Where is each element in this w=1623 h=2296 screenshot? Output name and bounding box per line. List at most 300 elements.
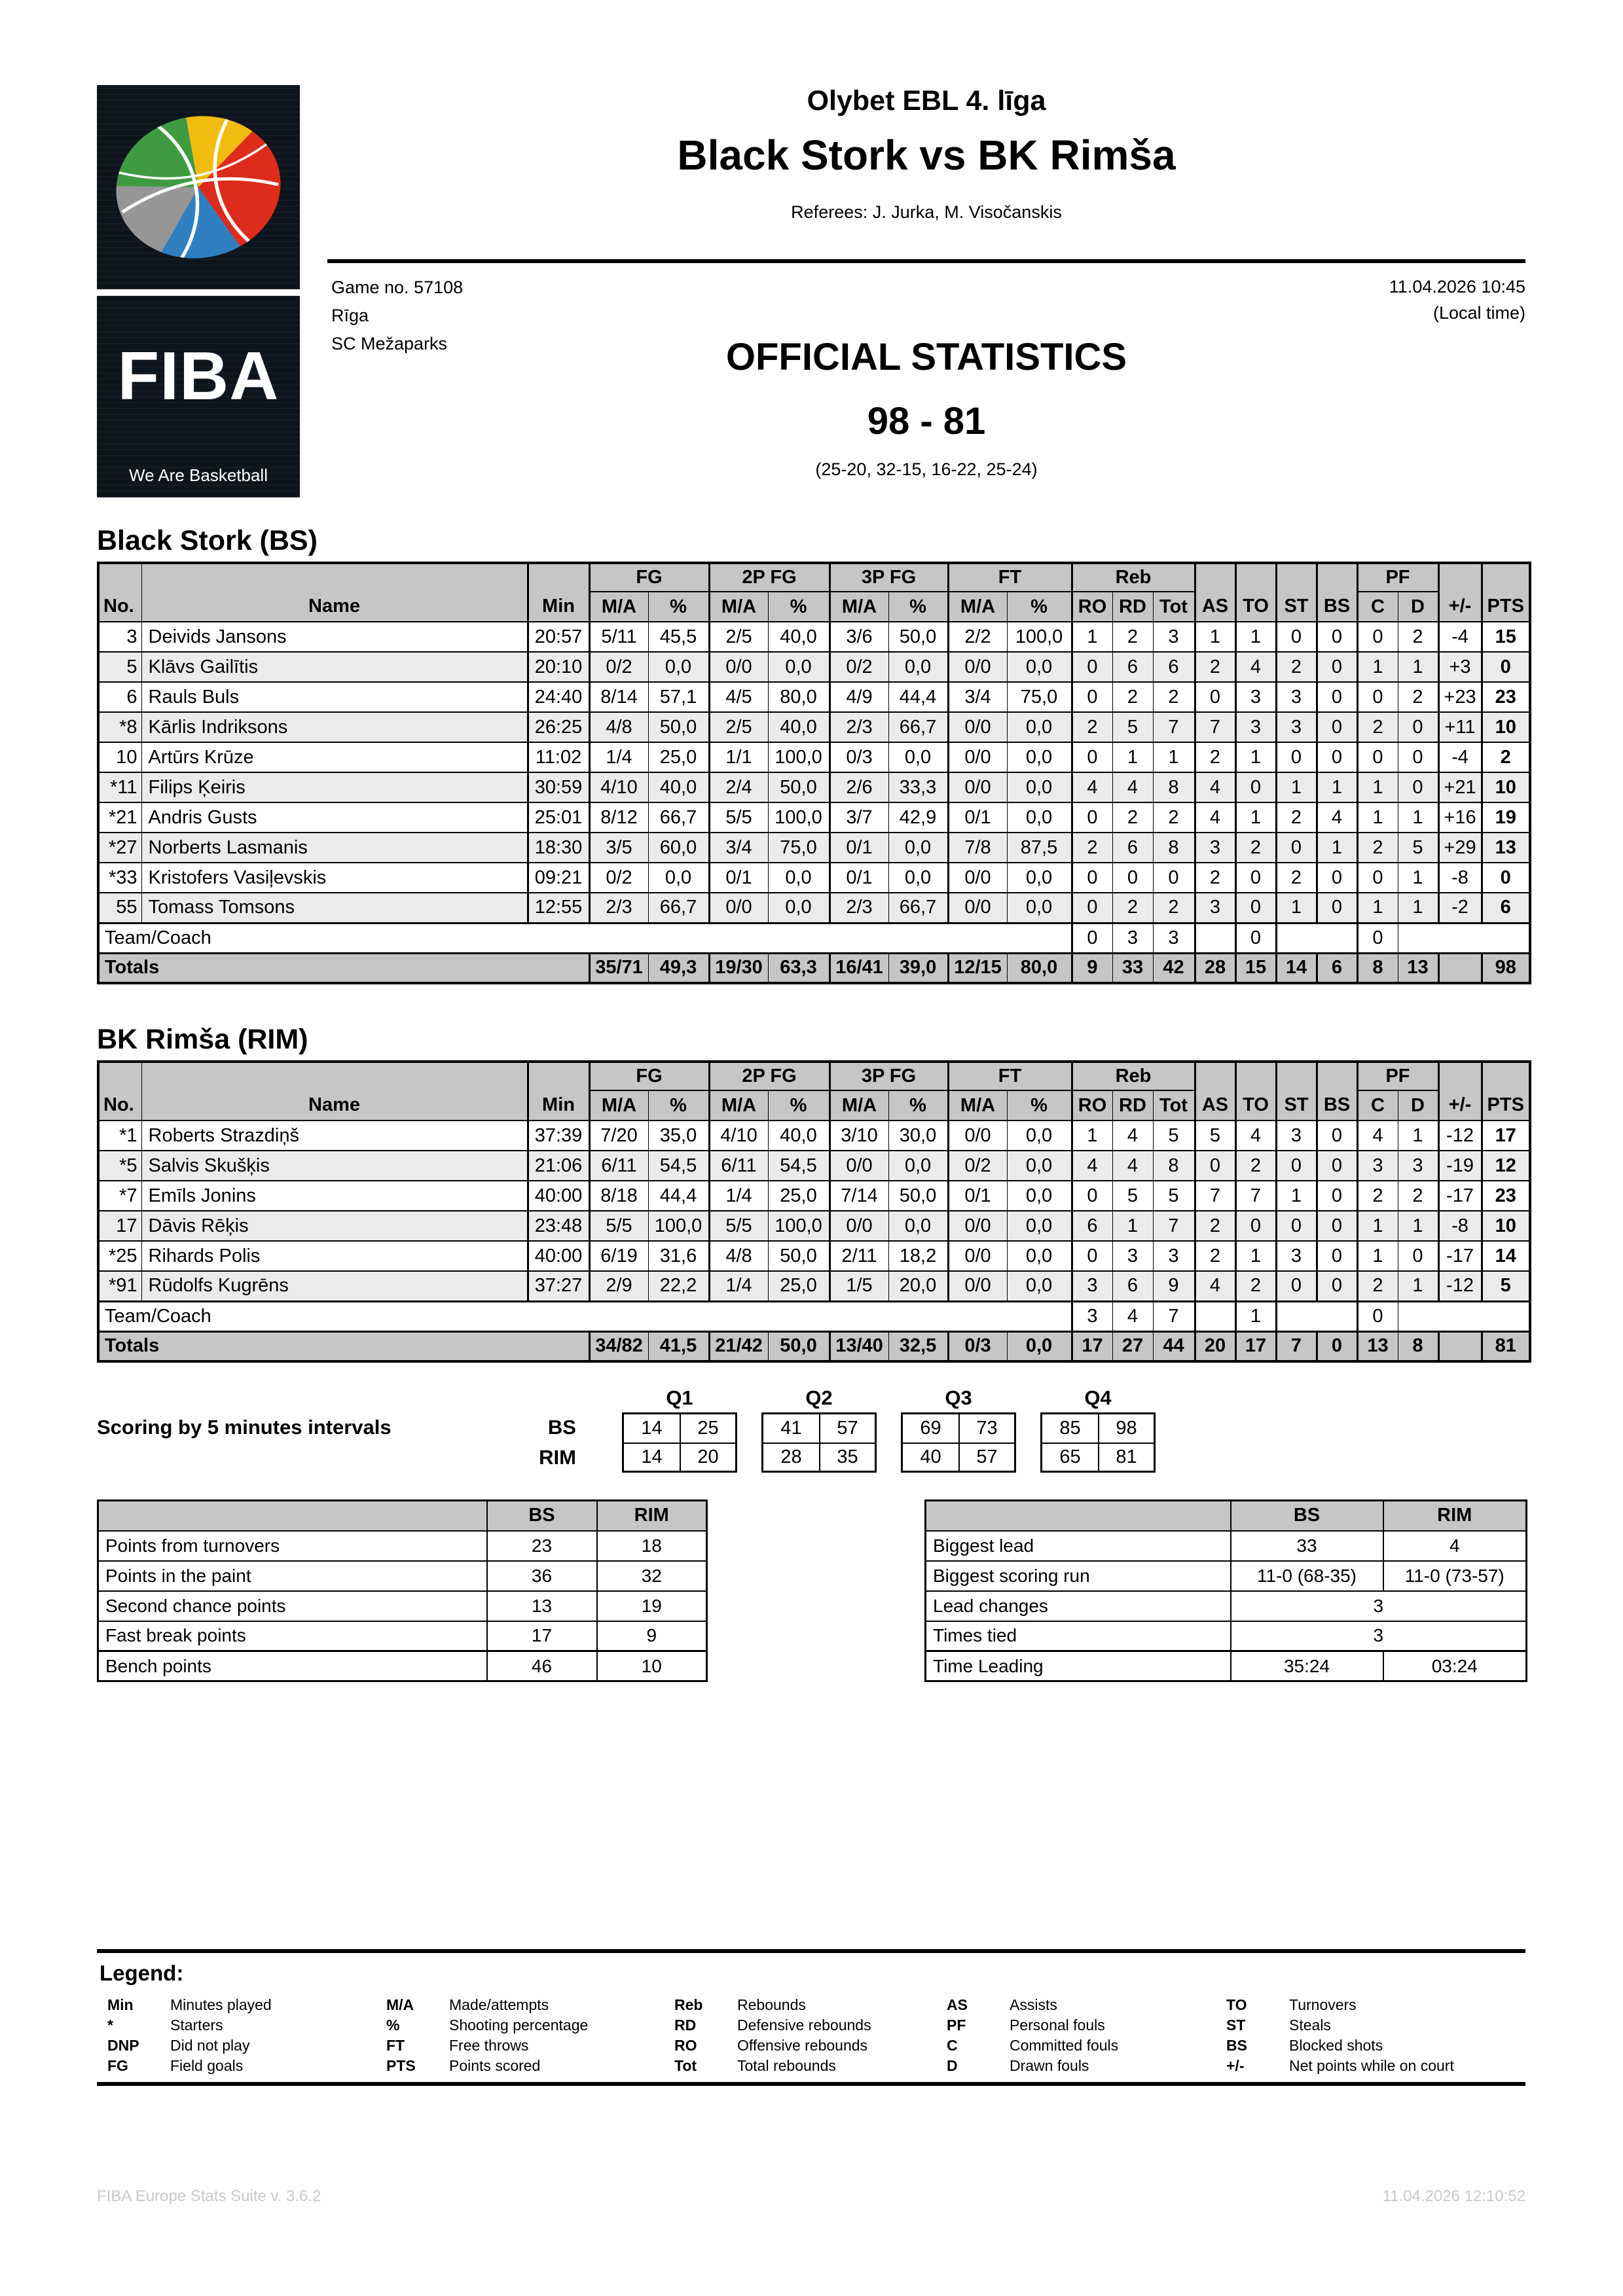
- cmp-header-row: [926, 1501, 1527, 1531]
- stat-cell: 66,7: [648, 802, 709, 833]
- stat-cell: 4/8: [709, 1241, 768, 1271]
- stat-cell: 5/5: [709, 1211, 768, 1241]
- stat-cell: 100,0: [648, 1211, 709, 1241]
- legend-abbr: +/-: [1226, 2057, 1245, 2074]
- stat-cell: 4: [1235, 1121, 1276, 1151]
- stat-cell: 0/1: [948, 802, 1007, 833]
- stat-cell: 0/0: [948, 652, 1007, 682]
- stat-cell: 7/8: [948, 833, 1007, 863]
- stat-cell: 4: [1235, 652, 1276, 682]
- col-header-min: Min: [528, 563, 589, 622]
- stat-cell: -4: [1438, 742, 1482, 772]
- legend-abbr: AS: [947, 1996, 968, 2013]
- totals-cell: 16/41: [830, 953, 888, 983]
- stat-cell: 4/8: [589, 712, 648, 742]
- cmp-row-label: Points in the paint: [98, 1561, 487, 1591]
- totals-cell: 39,0: [888, 953, 948, 983]
- header: [327, 0, 1525, 504]
- totals-cell: 14: [1276, 953, 1317, 983]
- player-name-cell: Kārlis Indriksons: [141, 712, 528, 742]
- stat-cell: 0: [1357, 923, 1398, 953]
- cmp-row: [98, 1561, 707, 1591]
- stat-cell: 8: [1153, 1151, 1195, 1181]
- stat-cell: 0: [1357, 863, 1398, 893]
- quarter-label: Q3: [945, 1386, 972, 1409]
- stat-cell: 0: [1398, 712, 1438, 742]
- stat-cell: 18,2: [888, 1241, 948, 1271]
- legend-entry: [1226, 2056, 1454, 2076]
- legend-entry: [107, 2015, 272, 2036]
- stat-cell: 17: [1482, 1121, 1530, 1151]
- interval-score-cell: 73: [958, 1414, 1014, 1443]
- stat-cell: 7: [1153, 1211, 1195, 1241]
- stat-cell: 40,0: [648, 772, 709, 802]
- stat-cell: 3: [1357, 1151, 1398, 1181]
- stat-cell: 0: [1072, 652, 1112, 682]
- player-number-cell: *33: [98, 863, 141, 893]
- minutes-cell: 37:39: [528, 1121, 589, 1151]
- stat-cell: 0/1: [709, 863, 768, 893]
- stat-cell: 0/0: [948, 863, 1007, 893]
- legend-definition: Defensive rebounds: [737, 2017, 871, 2034]
- stat-cell: 0: [1276, 1271, 1317, 1301]
- col-header-ma: M/A: [589, 592, 648, 622]
- stat-cell: 2/3: [830, 893, 888, 923]
- stat-cell: 1: [1398, 893, 1438, 923]
- col-header-ma: M/A: [830, 592, 888, 622]
- stat-cell: 0,0: [648, 652, 709, 682]
- stat-cell: 2: [1482, 742, 1530, 772]
- stat-cell: 3: [1153, 622, 1195, 652]
- stat-cell: 2: [1235, 833, 1276, 863]
- stat-cell: 0: [1317, 863, 1357, 893]
- stat-cell: 25,0: [768, 1271, 830, 1301]
- col-header-ma: M/A: [948, 592, 1007, 622]
- stat-cell: 14: [1482, 1241, 1530, 1271]
- stat-cell: 2: [1235, 1271, 1276, 1301]
- legend-definition: Starters: [170, 2017, 223, 2034]
- minutes-cell: 24:40: [528, 682, 589, 712]
- stat-cell: 2: [1276, 802, 1317, 833]
- team-coach-label: Team/Coach: [98, 1301, 1072, 1331]
- player-number-cell: *1: [98, 1121, 141, 1151]
- stat-cell: 0/1: [830, 863, 888, 893]
- stat-cell: 2: [1276, 863, 1317, 893]
- stat-cell: 35,0: [648, 1121, 709, 1151]
- player-name-cell: Andris Gusts: [141, 802, 528, 833]
- stat-cell: 0/2: [948, 1151, 1007, 1181]
- stat-cell: 3: [1112, 923, 1153, 953]
- stat-cell: 15: [1482, 622, 1530, 652]
- legend-abbr: FT: [386, 2037, 405, 2054]
- stat-cell: 2/5: [709, 622, 768, 652]
- interval-score-cell: 81: [1098, 1443, 1154, 1471]
- stat-cell: 80,0: [768, 682, 830, 712]
- col-header-rd: RD: [1112, 1090, 1153, 1121]
- stat-cell: -8: [1438, 863, 1482, 893]
- stat-cell: 0/2: [589, 652, 648, 682]
- stat-cell: 8/18: [589, 1181, 648, 1211]
- stat-cell: 0/3: [830, 742, 888, 772]
- stat-cell: 3: [1235, 712, 1276, 742]
- cmp-bs-value: 46: [487, 1651, 597, 1681]
- stat-cell: 0: [1072, 923, 1112, 953]
- stat-cell: 1: [1357, 1241, 1398, 1271]
- minutes-cell: 40:00: [528, 1181, 589, 1211]
- totals-cell: 17: [1235, 1331, 1276, 1361]
- stat-cell: 1: [1357, 772, 1398, 802]
- stat-cell: 3: [1195, 833, 1235, 863]
- stat-cell: 3: [1195, 893, 1235, 923]
- player-row: [98, 1211, 1530, 1241]
- player-name-cell: Artūrs Krūze: [141, 742, 528, 772]
- footer-app-version: FIBA Europe Stats Suite v. 3.6.2: [97, 2187, 321, 2205]
- cmp-row: [926, 1651, 1527, 1681]
- cmp-row-label: Bench points: [98, 1651, 487, 1681]
- col-header-as: AS: [1195, 1062, 1235, 1121]
- stat-cell: 3/7: [830, 802, 888, 833]
- legend-definition: Free throws: [449, 2037, 529, 2054]
- stat-cell: 0: [1317, 682, 1357, 712]
- stat-cell: 66,7: [888, 893, 948, 923]
- cmp-header-bs: BS: [1231, 1501, 1383, 1531]
- stat-cell: 0: [1072, 863, 1112, 893]
- stat-cell: -12: [1438, 1271, 1482, 1301]
- game-datetime: 11.04.2026 10:45: [1389, 277, 1525, 296]
- col-header-plusminus: +/-: [1438, 1062, 1482, 1121]
- interval-score-cell: 41: [780, 1418, 802, 1439]
- interval-score-cell: 14: [624, 1443, 680, 1471]
- legend-entry: [107, 2036, 272, 2056]
- stat-cell: 0,0: [768, 893, 830, 923]
- cmp-header-empty: [926, 1501, 1231, 1531]
- stat-cell: 50,0: [648, 712, 709, 742]
- stat-cell: 3/6: [830, 622, 888, 652]
- interval-score-cell: 85: [1059, 1418, 1081, 1439]
- stat-cell: 0,0: [1007, 863, 1072, 893]
- stat-cell: 0: [1072, 682, 1112, 712]
- stat-cell: 2/2: [948, 622, 1007, 652]
- stat-cell: 0: [1357, 682, 1398, 712]
- stat-cell: 100,0: [768, 742, 830, 772]
- cmp-row: [926, 1561, 1527, 1591]
- stat-cell: 31,6: [648, 1241, 709, 1271]
- col-header-to: TO: [1235, 563, 1276, 622]
- col-header-no: No.: [98, 1062, 141, 1121]
- stat-cell: +23: [1438, 682, 1482, 712]
- quarter-label: Q2: [805, 1386, 833, 1409]
- stat-cell: 0/1: [948, 1181, 1007, 1211]
- group-header-2pfg: 2P FG: [709, 1062, 830, 1090]
- legend-definition: Field goals: [170, 2057, 244, 2074]
- footer-print-timestamp: 11.04.2026 12:10:52: [1382, 2187, 1525, 2205]
- stat-cell: 0: [1235, 772, 1276, 802]
- totals-cell: 21/42: [709, 1331, 768, 1361]
- stat-cell: 50,0: [888, 622, 948, 652]
- group-header-pf: PF: [1357, 1062, 1438, 1090]
- totals-cell: 42: [1153, 953, 1195, 983]
- stat-cell: +16: [1438, 802, 1482, 833]
- player-name-cell: Emīls Jonins: [141, 1181, 528, 1211]
- stat-cell: 2: [1112, 802, 1153, 833]
- header-group-row: [98, 1062, 1530, 1090]
- stat-cell: 0: [1276, 833, 1317, 863]
- stat-cell: 0: [1317, 893, 1357, 923]
- cmp-span-value: 3: [1231, 1621, 1527, 1651]
- stat-cell: 2/3: [589, 893, 648, 923]
- stat-cell: -2: [1438, 893, 1482, 923]
- game-flow-table: [924, 1499, 1527, 1682]
- totals-cell: 32,5: [888, 1331, 948, 1361]
- stat-cell: 1: [1235, 1301, 1276, 1331]
- quarter-score-box: [901, 1412, 1016, 1473]
- stat-cell: 0: [1276, 1211, 1317, 1241]
- stat-cell: 1: [1317, 833, 1357, 863]
- stat-cell: 2: [1195, 863, 1235, 893]
- stat-cell: 2: [1235, 1151, 1276, 1181]
- stat-cell: 100,0: [768, 1211, 830, 1241]
- stat-cell: 0/0: [948, 1271, 1007, 1301]
- stat-cell: 0: [1112, 863, 1153, 893]
- stat-cell: 2: [1357, 1271, 1398, 1301]
- stat-cell: 4: [1195, 772, 1235, 802]
- stat-cell: [1276, 923, 1357, 953]
- stat-cell: 44,4: [888, 682, 948, 712]
- col-header-pct: %: [888, 1090, 948, 1121]
- stat-cell: 66,7: [888, 712, 948, 742]
- totals-cell: 28: [1195, 953, 1235, 983]
- col-header-ma: M/A: [709, 592, 768, 622]
- player-number-cell: *7: [98, 1181, 141, 1211]
- col-header-d: D: [1398, 1090, 1438, 1121]
- legend-abbr: TO: [1226, 1996, 1247, 2013]
- player-row: [98, 742, 1530, 772]
- stat-cell: 6: [1112, 652, 1153, 682]
- stat-cell: 0: [1195, 1151, 1235, 1181]
- cmp-row: [926, 1531, 1527, 1561]
- stat-cell: [1195, 923, 1235, 953]
- quarter-score-box: [622, 1412, 737, 1473]
- stat-cell: 0/0: [948, 1211, 1007, 1241]
- player-name-cell: Dāvis Rēķis: [141, 1211, 528, 1241]
- stat-cell: 0,0: [1007, 652, 1072, 682]
- legend-entry: [947, 1995, 1118, 2015]
- player-name-cell: Deivids Jansons: [141, 622, 528, 652]
- legend-entry: [386, 2015, 588, 2036]
- stat-cell: 7: [1195, 712, 1235, 742]
- legend-definition: Shooting percentage: [449, 2017, 589, 2034]
- totals-cell: 0: [1317, 1331, 1357, 1361]
- col-header-c: C: [1357, 592, 1398, 622]
- player-number-cell: 55: [98, 893, 141, 923]
- stat-cell: 1: [1357, 802, 1398, 833]
- cmp-rim-value: 32: [597, 1561, 707, 1591]
- stat-cell: 40,0: [768, 622, 830, 652]
- stat-cell: 0: [1072, 742, 1112, 772]
- stat-cell: 0: [1357, 1301, 1398, 1331]
- stat-cell: 0: [1482, 863, 1530, 893]
- stat-cell: 1: [1398, 1121, 1438, 1151]
- stat-cell: 2: [1112, 682, 1153, 712]
- player-name-cell: Klāvs Gailītis: [141, 652, 528, 682]
- stat-cell: 0: [1072, 893, 1112, 923]
- stat-cell: -12: [1438, 1121, 1482, 1151]
- col-header-pct: %: [768, 1090, 830, 1121]
- player-row: [98, 772, 1530, 802]
- cmp-header-bs: BS: [487, 1501, 597, 1531]
- totals-cell: 81: [1482, 1331, 1530, 1361]
- stat-cell: 1: [1072, 622, 1112, 652]
- stat-cell: 1/1: [709, 742, 768, 772]
- minutes-cell: 37:27: [528, 1271, 589, 1301]
- stat-cell: 1: [1072, 1121, 1112, 1151]
- stat-cell: 40,0: [768, 1121, 830, 1151]
- legend-column: [1226, 1995, 1454, 2076]
- legend-entry: [947, 2036, 1118, 2056]
- quarter-scores: (25-20, 32-15, 16-22, 25-24): [815, 459, 1038, 479]
- legend-abbr: PF: [947, 2017, 966, 2034]
- stat-cell: 0,0: [1007, 1151, 1072, 1181]
- col-header-name: Name: [141, 563, 528, 622]
- league-title: Olybet EBL 4. līga: [807, 85, 1046, 117]
- cmp-rim-value: 19: [597, 1591, 707, 1621]
- quarter-label: Q1: [666, 1386, 693, 1409]
- player-number-cell: 5: [98, 652, 141, 682]
- player-number-cell: *91: [98, 1271, 141, 1301]
- col-header-d: D: [1398, 592, 1438, 622]
- stat-cell: -4: [1438, 622, 1482, 652]
- player-number-cell: 3: [98, 622, 141, 652]
- stat-cell: 1: [1398, 1271, 1438, 1301]
- stat-cell: 0: [1317, 1271, 1357, 1301]
- stat-cell: 3: [1276, 712, 1317, 742]
- totals-cell: 0,0: [1007, 1331, 1072, 1361]
- interval-score-cell: 65: [1042, 1443, 1098, 1471]
- stat-cell: 0,0: [1007, 712, 1072, 742]
- totals-label: Totals: [98, 953, 589, 983]
- stat-cell: 6: [1112, 1271, 1153, 1301]
- stat-cell: 3/10: [830, 1121, 888, 1151]
- stat-cell: 0,0: [768, 863, 830, 893]
- stat-cell: 0,0: [1007, 893, 1072, 923]
- stat-cell: 4/10: [589, 772, 648, 802]
- legend-abbr: Reb: [674, 1996, 703, 2013]
- cmp-row-label: Points from turnovers: [98, 1531, 487, 1561]
- stat-cell: 4: [1112, 1151, 1153, 1181]
- col-header-st: ST: [1276, 1062, 1317, 1121]
- col-header-bs: BS: [1317, 1062, 1357, 1121]
- cmp-rim-value: 10: [597, 1651, 707, 1681]
- stat-cell: 6: [1153, 652, 1195, 682]
- stat-cell: 5: [1153, 1121, 1195, 1151]
- stat-cell: 22,2: [648, 1271, 709, 1301]
- stat-cell: 2: [1398, 1181, 1438, 1211]
- group-header-2pfg: 2P FG: [709, 563, 830, 592]
- legend-abbr: RD: [674, 2017, 697, 2034]
- stat-cell: 0: [1357, 742, 1398, 772]
- stat-cell: 75,0: [1007, 682, 1072, 712]
- cmp-header-rim: RIM: [1383, 1501, 1527, 1531]
- minutes-cell: 11:02: [528, 742, 589, 772]
- stat-cell: +29: [1438, 833, 1482, 863]
- totals-cell: 12/15: [948, 953, 1007, 983]
- stat-cell: 100,0: [1007, 622, 1072, 652]
- legend-entry: [947, 2056, 1118, 2076]
- col-header-as: AS: [1195, 563, 1235, 622]
- stat-cell: 2/3: [830, 712, 888, 742]
- stat-cell: 2: [1072, 712, 1112, 742]
- cmp-row: [98, 1651, 707, 1681]
- stat-cell: 2/9: [589, 1271, 648, 1301]
- stat-cell: 1: [1235, 1241, 1276, 1271]
- cmp-rim-value: 9: [597, 1621, 707, 1651]
- stat-cell: 1: [1398, 863, 1438, 893]
- stat-cell: 4: [1112, 1301, 1153, 1331]
- totals-cell: 20: [1195, 1331, 1235, 1361]
- legend-definition: Minutes played: [170, 1996, 272, 2013]
- totals-cell: [1438, 953, 1482, 983]
- minutes-cell: 25:01: [528, 802, 589, 833]
- stat-cell: 30,0: [888, 1121, 948, 1151]
- stat-cell: 0: [1276, 742, 1317, 772]
- group-header-3pfg: 3P FG: [830, 563, 948, 592]
- quarter-label: Q4: [1084, 1386, 1112, 1409]
- group-header-reb: Reb: [1072, 1062, 1195, 1090]
- stat-cell: 0,0: [888, 833, 948, 863]
- quarter-score-box: [1040, 1412, 1156, 1473]
- col-header-pct: %: [1007, 592, 1072, 622]
- totals-cell: 6: [1317, 953, 1357, 983]
- totals-cell: 7: [1276, 1331, 1317, 1361]
- stat-cell: 1: [1112, 1211, 1153, 1241]
- stat-cell: 2: [1153, 893, 1195, 923]
- stat-cell: 5: [1153, 1181, 1195, 1211]
- stat-cell: 45,5: [648, 622, 709, 652]
- stat-cell: 0,0: [1007, 802, 1072, 833]
- legend-abbr: DNP: [107, 2037, 139, 2054]
- col-header-ma: M/A: [948, 1090, 1007, 1121]
- interval-score-cell: 69: [920, 1418, 941, 1439]
- stat-cell: [1195, 1301, 1235, 1331]
- group-header-reb: Reb: [1072, 563, 1195, 592]
- group-header-ft: FT: [948, 1062, 1072, 1090]
- scoring-team-label: BS: [547, 1416, 576, 1439]
- local-time-note: (Local time): [1432, 303, 1525, 323]
- stat-cell: 7: [1195, 1181, 1235, 1211]
- player-row: [98, 622, 1530, 652]
- referees-line: Referees: J. Jurka, M. Visočanskis: [791, 202, 1062, 222]
- totals-cell: 49,3: [648, 953, 709, 983]
- stat-cell: 6: [1072, 1211, 1112, 1241]
- totals-cell: 8: [1398, 1331, 1438, 1361]
- stat-cell: 4: [1317, 802, 1357, 833]
- stat-cell: 3: [1235, 682, 1276, 712]
- stat-cell: 3: [1112, 1241, 1153, 1271]
- stat-cell: 2: [1357, 833, 1398, 863]
- col-header-tot: Tot: [1153, 1090, 1195, 1121]
- stat-cell: 8: [1153, 833, 1195, 863]
- legend-definition: Committed fouls: [1010, 2037, 1119, 2054]
- cmp-header-row: [98, 1501, 707, 1531]
- interval-score-cell: 57: [958, 1443, 1014, 1471]
- cmp-bs-value: 33: [1231, 1531, 1383, 1561]
- stat-cell: 2: [1195, 1241, 1235, 1271]
- stat-cell: 0: [1317, 622, 1357, 652]
- stat-cell: 0: [1398, 1241, 1438, 1271]
- header-divider: [327, 259, 1525, 263]
- cmp-bs-value: 23: [487, 1531, 597, 1561]
- stat-cell: 3: [1153, 923, 1195, 953]
